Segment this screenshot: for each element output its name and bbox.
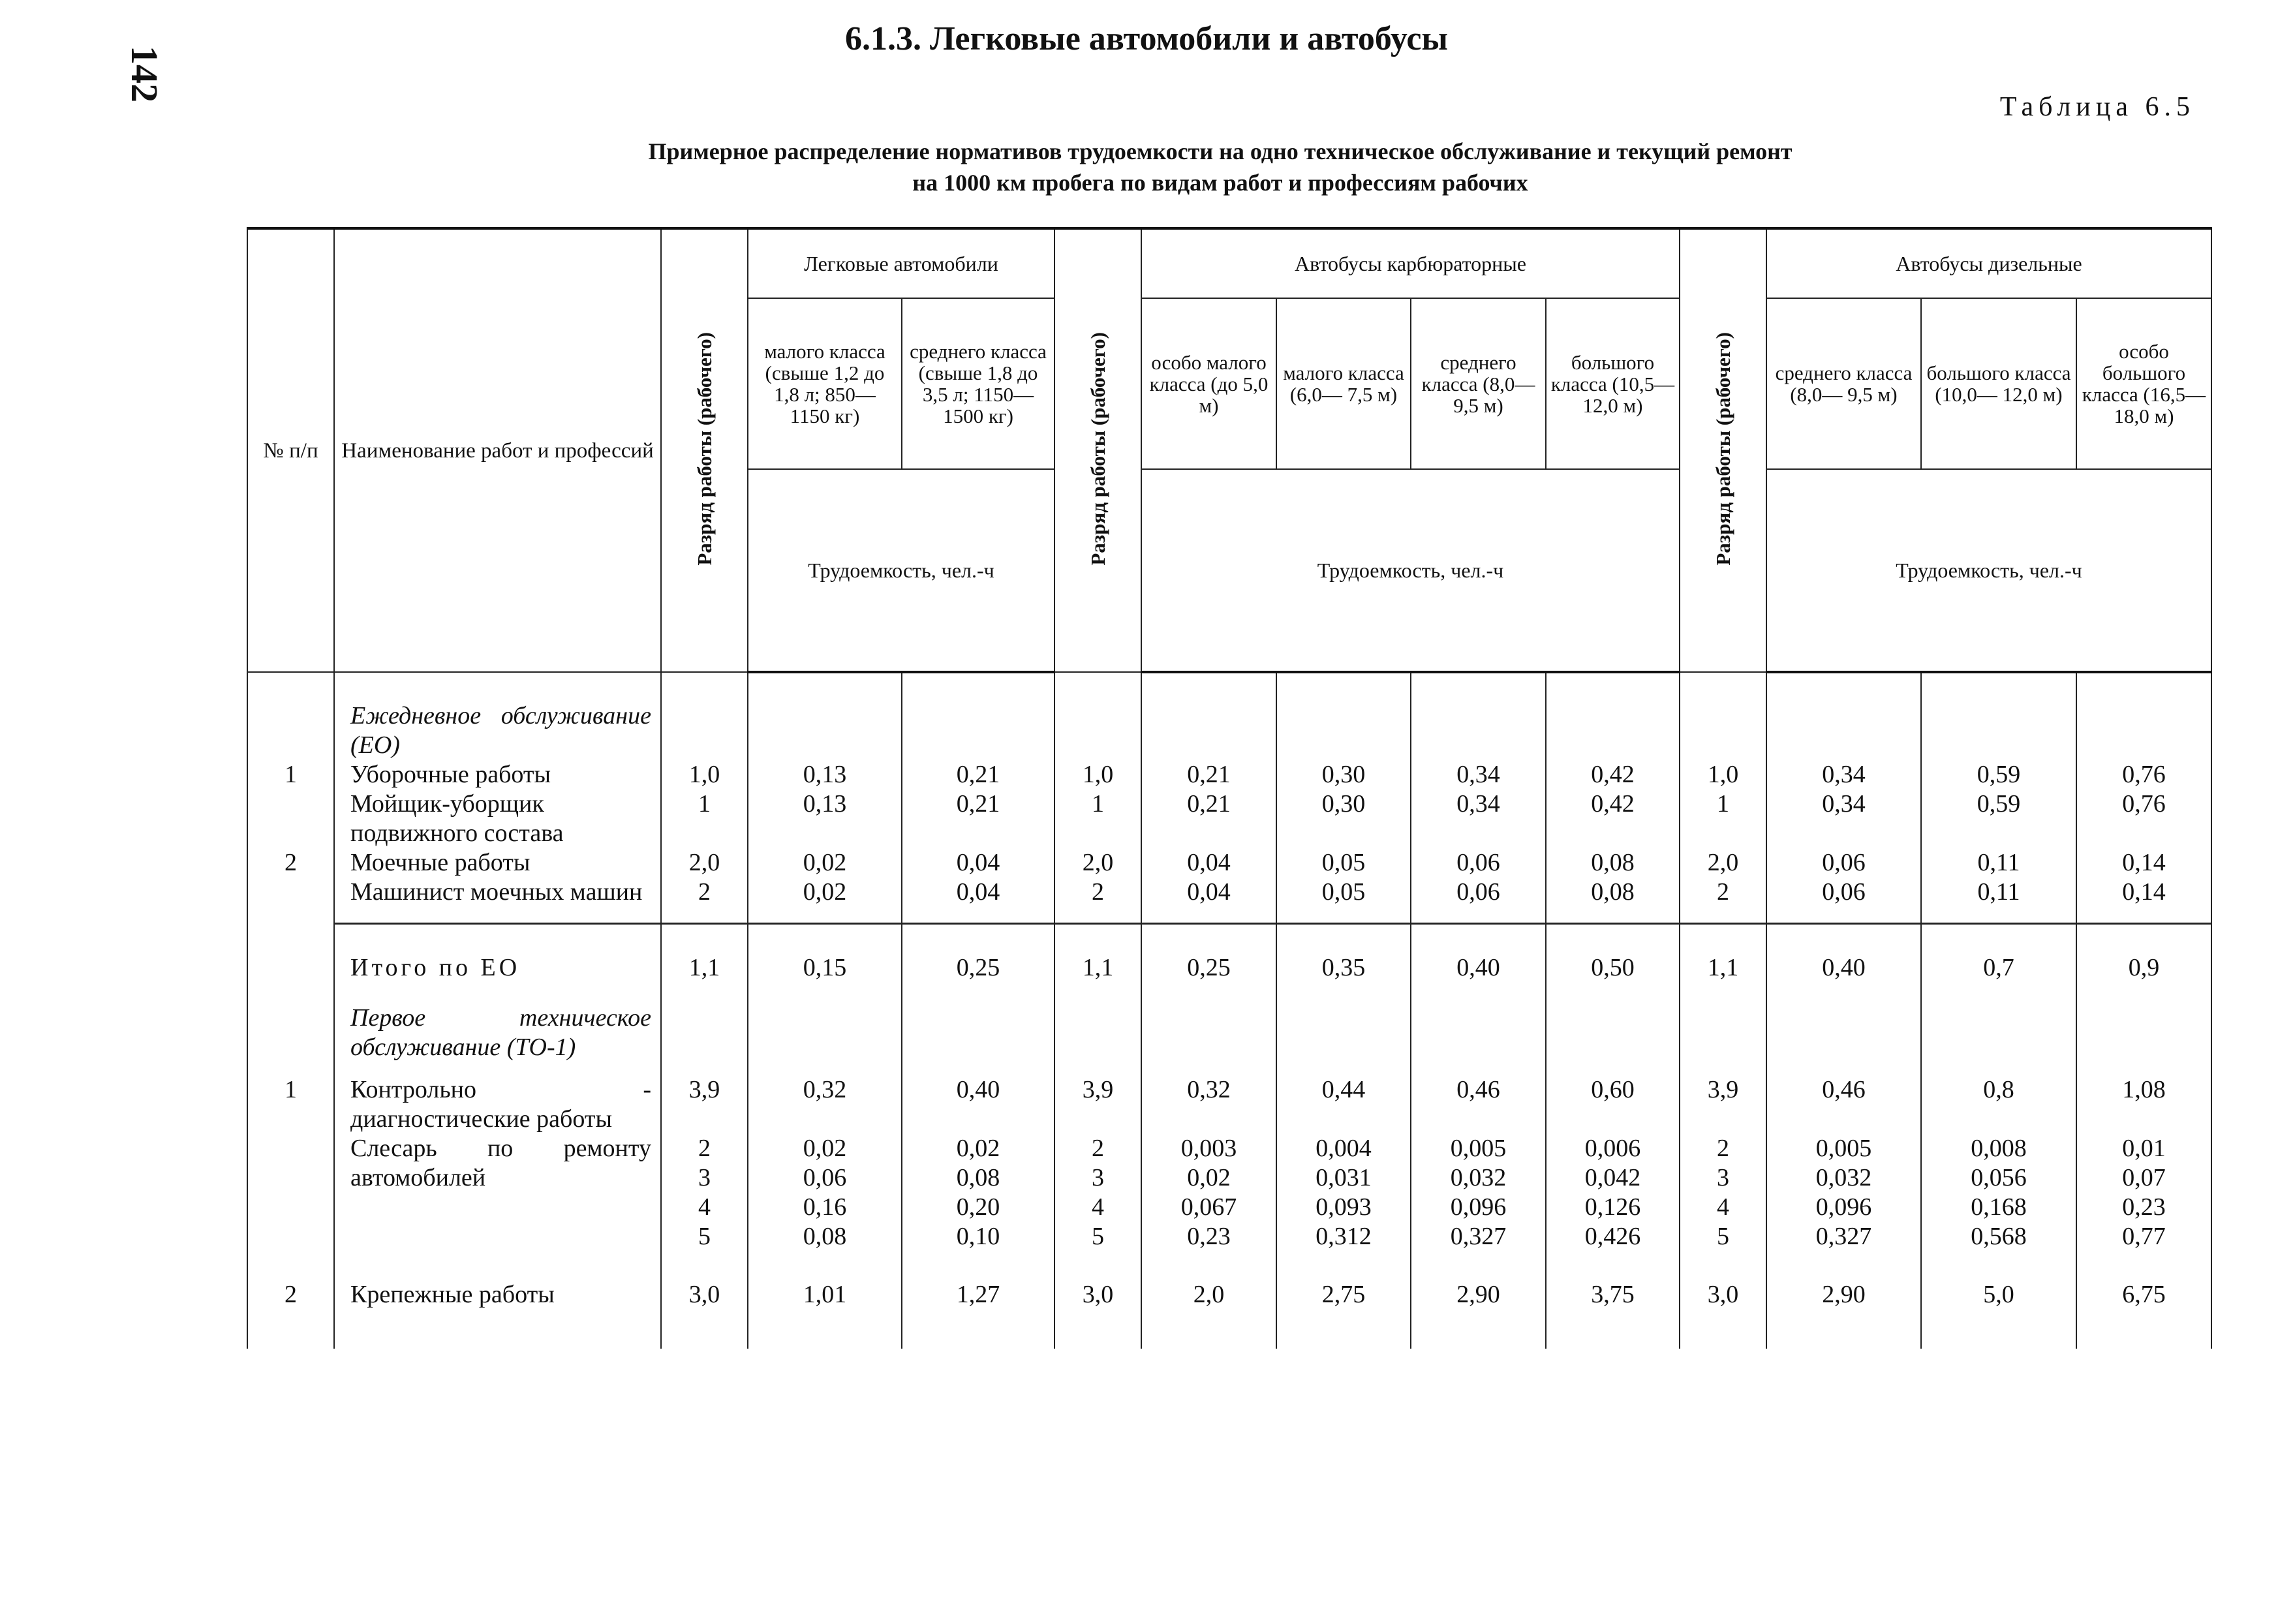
- table-cell: 0,02 0,06 0,16 0,08: [748, 1134, 902, 1251]
- table-row: [247, 878, 2211, 924]
- table-cell: 0,005 0,032 0,096 0,327: [1766, 1134, 1921, 1251]
- table-cell: 0,40: [902, 1062, 1054, 1134]
- header-name: Наименование работ и профессий: [334, 228, 661, 672]
- header-bus-small: малого класса (6,0— 7,5 м): [1276, 298, 1411, 469]
- table-cell: 1,1: [1680, 924, 1766, 983]
- table-cell: [1054, 983, 1141, 1062]
- table-cell: 3,0: [1054, 1251, 1141, 1349]
- table-cell: [1766, 983, 1921, 1062]
- header-group-carb-buses: Автобусы карбюраторные: [1141, 228, 1680, 298]
- header-rank-carb: Разряд работы (рабочего): [1054, 228, 1141, 672]
- row-name: Слесарь по ремонту автомобилей: [334, 1134, 661, 1251]
- table-cell: 0,01 0,07 0,23 0,77: [2076, 1134, 2211, 1251]
- total-row-eo: [247, 924, 2211, 983]
- row-name: Крепежные работы: [334, 1251, 661, 1349]
- table-cell: 3,9: [1054, 1062, 1141, 1134]
- table-cell: 0,06: [1766, 878, 1921, 924]
- table-cell: [661, 983, 748, 1062]
- table-cell: 0,14: [2076, 878, 2211, 924]
- table-cell: 0,04: [1141, 848, 1276, 878]
- table-cell: 5,0: [1921, 1251, 2076, 1349]
- table-cell: 2 3 4 5: [1680, 1134, 1766, 1251]
- table-cell: [1276, 672, 1411, 760]
- table-cell: 0,60: [1546, 1062, 1680, 1134]
- table-row: [247, 848, 2211, 878]
- table-cell: [1276, 983, 1411, 1062]
- table-cell: 2,0: [1054, 848, 1141, 878]
- table-cell: 3,9: [661, 1062, 748, 1134]
- table-cell: [247, 1134, 334, 1251]
- table-cell: 3,0: [1680, 1251, 1766, 1349]
- header-bus-large: большого класса (10,5— 12,0 м): [1546, 298, 1680, 469]
- table-cell: 0,21: [1141, 789, 1276, 848]
- header-car-mid: среднего класса (свыше 1,8 до 3,5 л; 1150— 1500 кг): [902, 298, 1054, 469]
- table-cell: 0,21: [902, 789, 1054, 848]
- table-cell: 0,06: [1411, 848, 1546, 878]
- header-bus-mid: среднего класса (8,0— 9,5 м): [1411, 298, 1546, 469]
- row-name: Уборочные работы: [334, 760, 661, 789]
- header-rank-cars: Разряд работы (рабочего): [661, 228, 748, 672]
- table-cell: 0,008 0,056 0,168 0,568: [1921, 1134, 2076, 1251]
- table-cell: 2,0: [1141, 1251, 1276, 1349]
- header-rank-diesel: Разряд работы (рабочего): [1680, 228, 1766, 672]
- table-cell: 1,0: [661, 760, 748, 789]
- table-cell: 2: [1054, 878, 1141, 924]
- table-cell: 1: [1680, 789, 1766, 848]
- table-cell: 0,08: [1546, 848, 1680, 878]
- table-cell: 0,04: [1141, 878, 1276, 924]
- table-cell: 0,006 0,042 0,126 0,426: [1546, 1134, 1680, 1251]
- table-cell: 6,75: [2076, 1251, 2211, 1349]
- table-cell: [1766, 672, 1921, 760]
- labor-distribution-table: [247, 227, 2212, 1349]
- section-eo-label: Ежедневное обслуживание (ЕО): [350, 702, 651, 759]
- table-cell: 2 3 4 5: [661, 1134, 748, 1251]
- table-cell: [661, 672, 748, 760]
- table-cell: 0,32: [748, 1062, 902, 1134]
- table-cell: 0,8: [1921, 1062, 2076, 1134]
- section-title: 6.1.3. Легковые автомобили и автобусы: [844, 20, 1448, 57]
- table-cell: 2,0: [1680, 848, 1766, 878]
- table-cell: 0,08: [1546, 878, 1680, 924]
- table-cell: 0,06: [1766, 848, 1921, 878]
- table-cell: 0,06: [1411, 878, 1546, 924]
- table-cell: 0,02: [748, 878, 902, 924]
- table-row: [247, 789, 2211, 848]
- table-cell: 1,1: [1054, 924, 1141, 983]
- table-cell: 1: [247, 760, 334, 789]
- table-cell: 0,11: [1921, 878, 2076, 924]
- table-cell: [247, 983, 334, 1062]
- header-unit-carb: Трудоемкость, чел.-ч: [1141, 469, 1680, 672]
- table-cell: 2: [247, 848, 334, 878]
- table-cell: [334, 983, 661, 1062]
- section-row-eo: [247, 672, 2211, 760]
- table-cell: [1680, 983, 1766, 1062]
- table-cell: [247, 789, 334, 848]
- header-diesel-large: большого класса (10,0— 12,0 м): [1921, 298, 2076, 469]
- table-cell: 0,04: [902, 878, 1054, 924]
- table-cell: 0,15: [748, 924, 902, 983]
- table-cell: 0,76: [2076, 789, 2211, 848]
- table-cell: 0,42: [1546, 760, 1680, 789]
- table-cell: [1546, 983, 1680, 1062]
- table-cell: 0,42: [1546, 789, 1680, 848]
- page-number: 142: [123, 46, 166, 102]
- table-cell: 1,0: [1054, 760, 1141, 789]
- table-cell: [1411, 672, 1546, 760]
- table-cell: 2: [247, 1251, 334, 1349]
- table-cell: 2: [1680, 878, 1766, 924]
- table-cell: 1,01: [748, 1251, 902, 1349]
- caption-line-1: Примерное распределение нормативов трудоемкости на одно техническое обслуживание и текущий ремонт: [648, 138, 1793, 164]
- caption-line-2: на 1000 км пробега по видам работ и профессиям рабочих: [912, 170, 1528, 196]
- table-cell: 0,14: [2076, 848, 2211, 878]
- table-cell: 0,76: [2076, 760, 2211, 789]
- table-cell: 0,11: [1921, 848, 2076, 878]
- table-cell: 2,90: [1766, 1251, 1921, 1349]
- row-name: Машинист моечных машин: [334, 878, 661, 924]
- table-cell: 0,59: [1921, 760, 2076, 789]
- section-to1-label: Первое техническое обслуживание (ТО-1): [350, 1004, 651, 1061]
- table-cell: 0,40: [1411, 924, 1546, 983]
- table-cell: 1,0: [1680, 760, 1766, 789]
- table-cell: 3,9: [1680, 1062, 1766, 1134]
- table-cell: 0,50: [1546, 924, 1680, 983]
- header-unit-diesel: Трудоемкость, чел.-ч: [1766, 469, 2211, 672]
- table-number: Таблица 6.5: [1999, 92, 2195, 122]
- table-cell: 0,7: [1921, 924, 2076, 983]
- table-cell: 3,75: [1546, 1251, 1680, 1349]
- table-cell: [247, 924, 334, 983]
- table-cell: [1411, 983, 1546, 1062]
- header-diesel-mid: среднего класса (8,0— 9,5 м): [1766, 298, 1921, 469]
- table-cell: 1,1: [661, 924, 748, 983]
- table-cell: 0,46: [1411, 1062, 1546, 1134]
- row-name: Мойщик-уборщик подвижного состава: [334, 789, 661, 848]
- table-cell: 0,40: [1766, 924, 1921, 983]
- table-cell: 0,005 0,032 0,096 0,327: [1411, 1134, 1546, 1251]
- table-cell: 0,44: [1276, 1062, 1411, 1134]
- table-row: [247, 1134, 2211, 1251]
- table-cell: 0,02 0,08 0,20 0,10: [902, 1134, 1054, 1251]
- table-cell: 0,30: [1276, 760, 1411, 789]
- table-cell: 0,21: [902, 760, 1054, 789]
- table-cell: 0,30: [1276, 789, 1411, 848]
- table-cell: 0,04: [902, 848, 1054, 878]
- table-cell: [1921, 983, 2076, 1062]
- table-cell: 2: [661, 878, 748, 924]
- table-cell: 0,59: [1921, 789, 2076, 848]
- table-cell: 0,25: [902, 924, 1054, 983]
- table-cell: [902, 983, 1054, 1062]
- table-cell: 1,27: [902, 1251, 1054, 1349]
- table-cell: [334, 672, 661, 760]
- table-cell: [1141, 672, 1276, 760]
- table-cell: 0,004 0,031 0,093 0,312: [1276, 1134, 1411, 1251]
- table-cell: 3,0: [661, 1251, 748, 1349]
- table-cell: 0,13: [748, 760, 902, 789]
- row-name: Контрольно - диагностические работы: [334, 1062, 661, 1134]
- table-cell: [247, 878, 334, 924]
- table-cell: 0,34: [1411, 789, 1546, 848]
- table-cell: 2,0: [661, 848, 748, 878]
- table-caption: [522, 136, 1918, 198]
- header-diesel-xlarge: особо большого класса (16,5— 18,0 м): [2076, 298, 2211, 469]
- table-cell: 1: [661, 789, 748, 848]
- table-cell: 0,25: [1141, 924, 1276, 983]
- table-row: [247, 1251, 2211, 1349]
- table-cell: [748, 672, 902, 760]
- table-cell: 0,9: [2076, 924, 2211, 983]
- section-row-to1: [247, 983, 2211, 1062]
- header-car-small: малого класса (свыше 1,2 до 1,8 л; 850— 1150 кг): [748, 298, 902, 469]
- table-cell: 0,34: [1411, 760, 1546, 789]
- table-cell: [1141, 983, 1276, 1062]
- table-cell: 0,003 0,02 0,067 0,23: [1141, 1134, 1276, 1251]
- table-cell: 1,08: [2076, 1062, 2211, 1134]
- table-cell: 0,46: [1766, 1062, 1921, 1134]
- table-cell: [247, 672, 334, 760]
- total-label: Итого по ЕО: [334, 924, 661, 983]
- table-cell: [748, 983, 902, 1062]
- table-cell: 0,21: [1141, 760, 1276, 789]
- table-cell: [2076, 983, 2211, 1062]
- table-cell: [2076, 672, 2211, 760]
- header-group-diesel-buses: Автобусы дизельные: [1766, 228, 2211, 298]
- table-cell: [1054, 672, 1141, 760]
- table-cell: 0,13: [748, 789, 902, 848]
- table-cell: [1921, 672, 2076, 760]
- header-group-cars: Легковые автомобили: [748, 228, 1054, 298]
- table-cell: 0,34: [1766, 760, 1921, 789]
- table-cell: [1680, 672, 1766, 760]
- table-row: [247, 1062, 2211, 1134]
- table-cell: 0,02: [748, 848, 902, 878]
- header-bus-xsmall: особо малого класса (до 5,0 м): [1141, 298, 1276, 469]
- header-no: № п/п: [247, 228, 334, 672]
- table-cell: [1546, 672, 1680, 760]
- table-cell: 2 3 4 5: [1054, 1134, 1141, 1251]
- table-cell: 2,90: [1411, 1251, 1546, 1349]
- row-name: Моечные работы: [334, 848, 661, 878]
- table-cell: 1: [1054, 789, 1141, 848]
- table-cell: 1: [247, 1062, 334, 1134]
- table-cell: 0,32: [1141, 1062, 1276, 1134]
- table-cell: 2,75: [1276, 1251, 1411, 1349]
- table-cell: 0,05: [1276, 878, 1411, 924]
- table-row: [247, 760, 2211, 789]
- table-cell: 0,34: [1766, 789, 1921, 848]
- table-cell: 0,05: [1276, 848, 1411, 878]
- table-cell: [902, 672, 1054, 760]
- header-unit-cars: Трудоемкость, чел.-ч: [748, 469, 1054, 672]
- table-cell: 0,35: [1276, 924, 1411, 983]
